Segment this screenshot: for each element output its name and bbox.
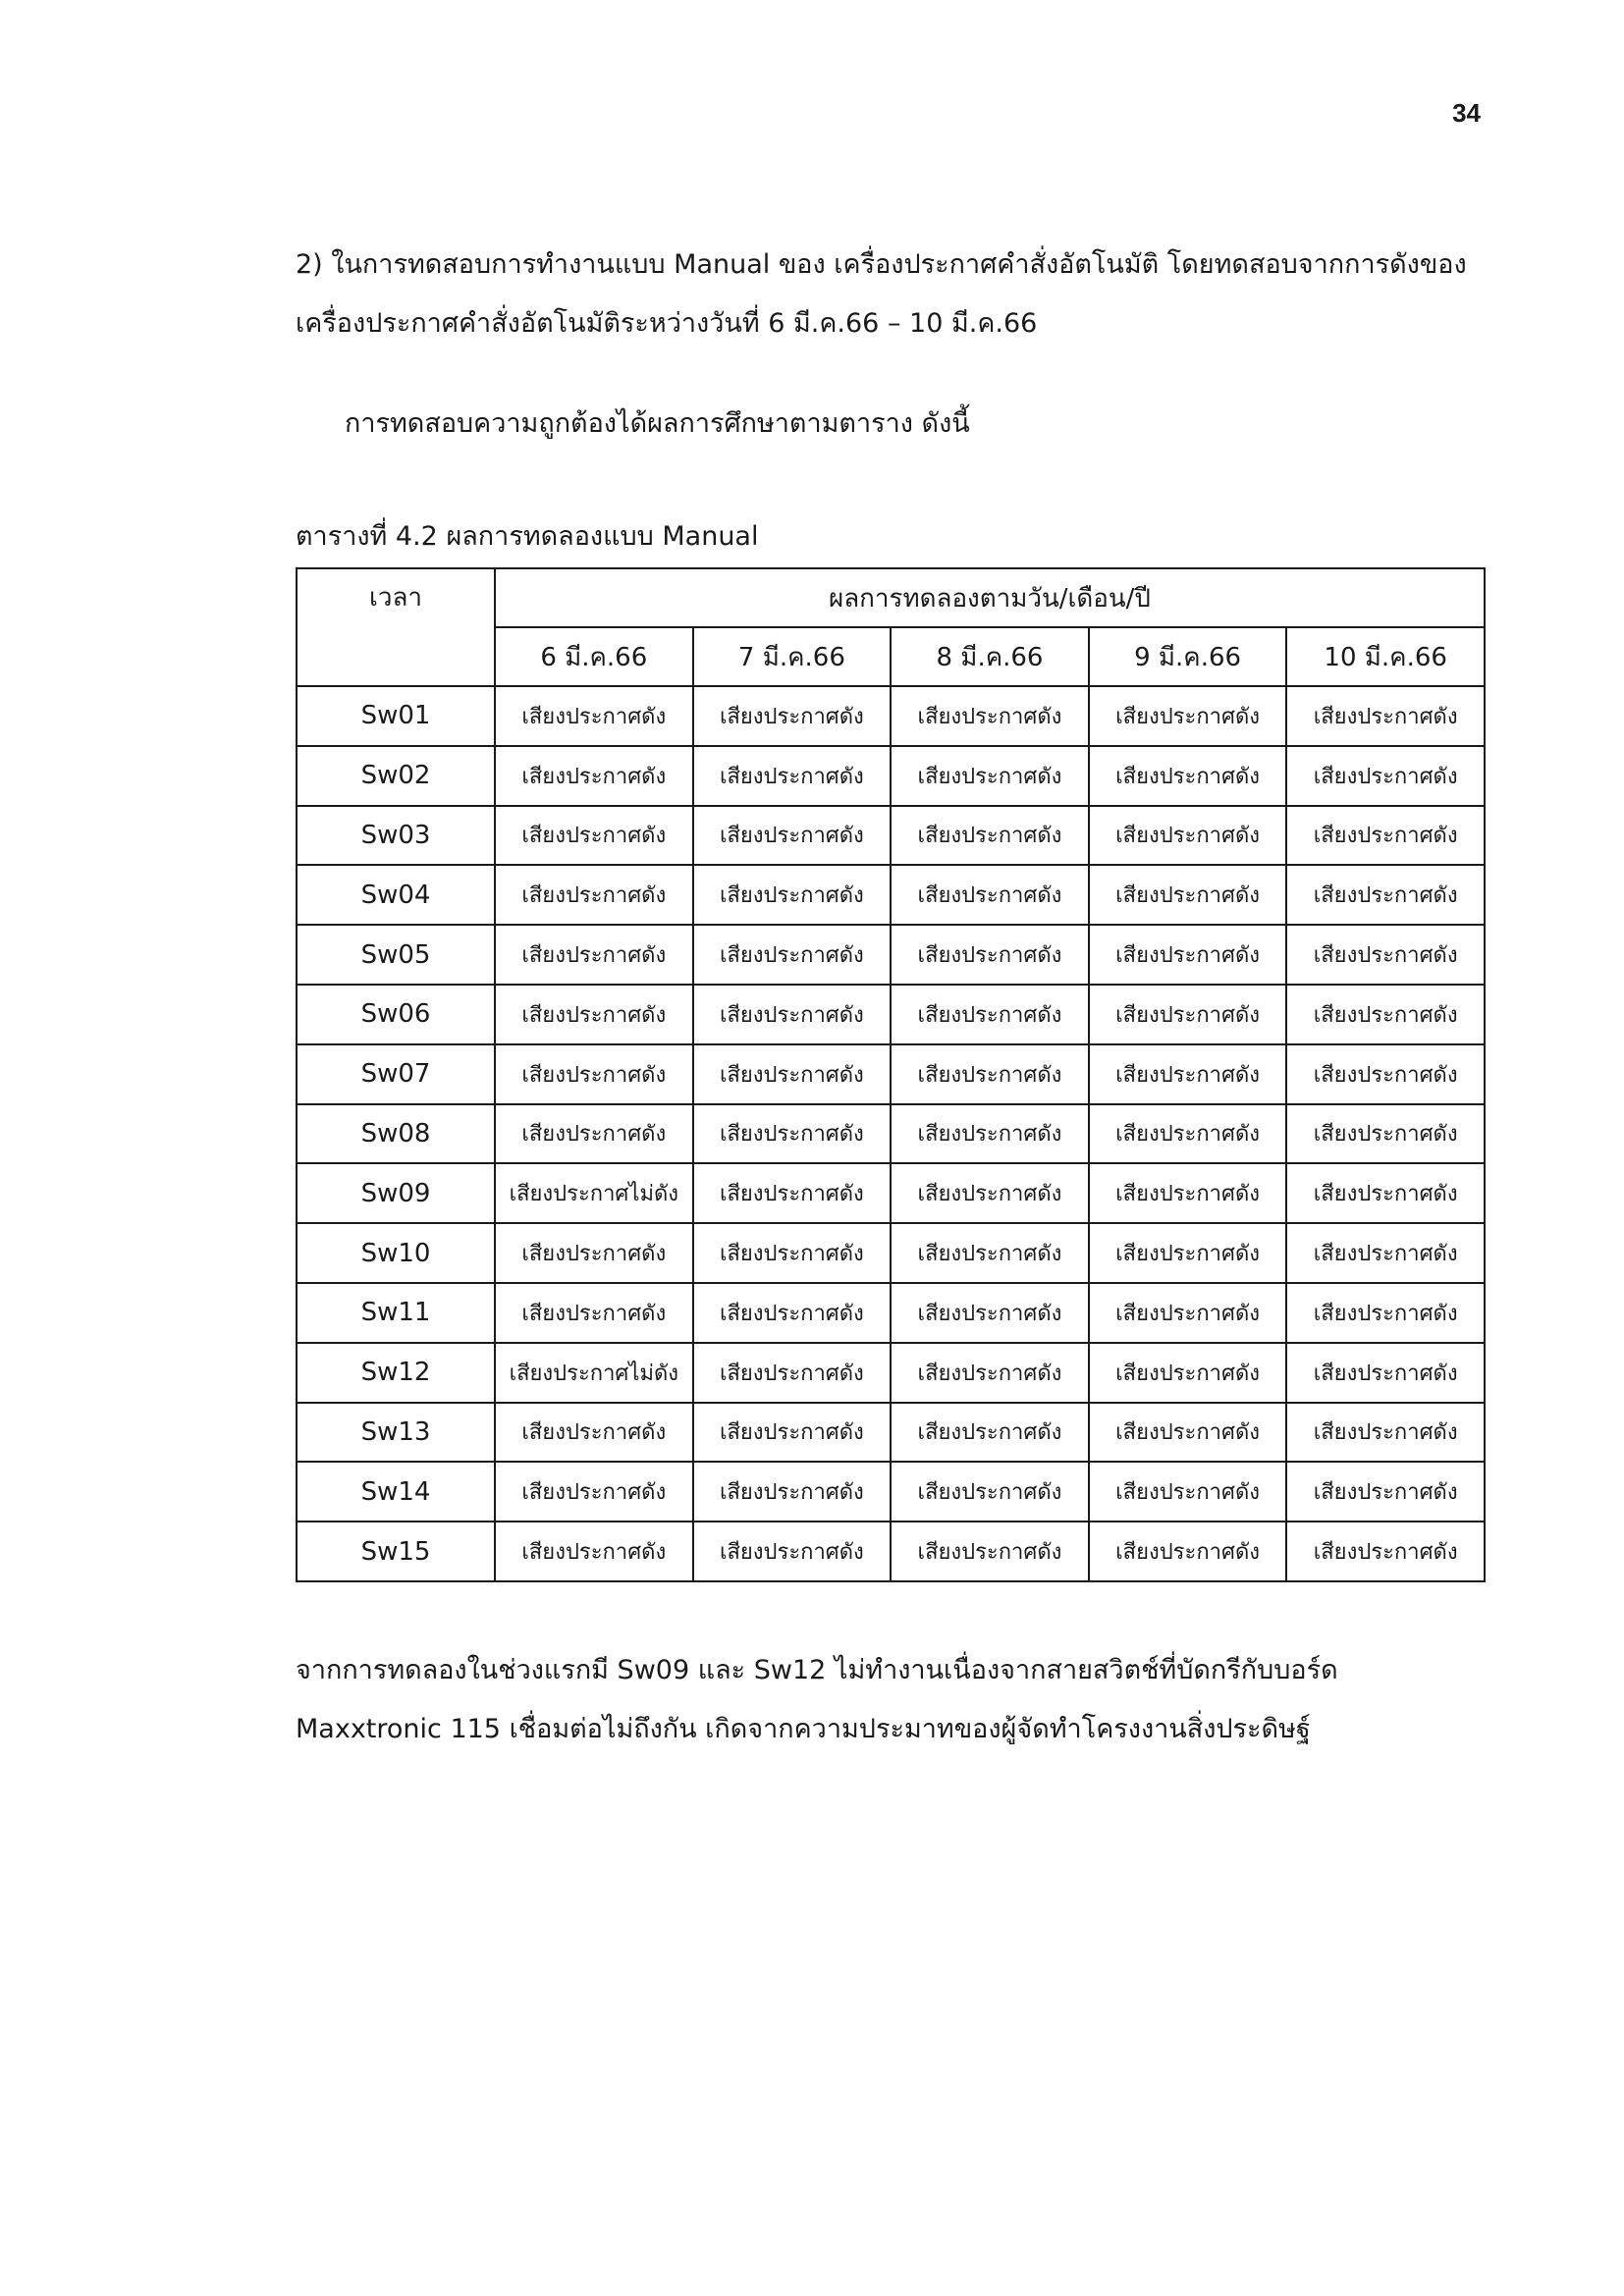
result-cell: เสียงประกาศดัง	[693, 1403, 892, 1463]
table-row	[297, 1104, 1485, 1164]
result-cell: เสียงประกาศดัง	[495, 746, 693, 806]
table-row	[297, 1522, 1485, 1581]
result-cell: เสียงประกาศดัง	[1089, 746, 1287, 806]
switch-cell: Sw02	[297, 746, 495, 806]
switch-cell: Sw15	[297, 1522, 495, 1581]
result-cell: เสียงประกาศดัง	[891, 1283, 1089, 1343]
table-row	[297, 1403, 1485, 1463]
result-cell: เสียงประกาศดัง	[1089, 1044, 1287, 1104]
results-group-header: ผลการทดลองตามวัน/เดือน/ปี	[495, 568, 1485, 627]
date-header: 10 มี.ค.66	[1286, 627, 1485, 686]
result-cell: เสียงประกาศดัง	[693, 1163, 892, 1223]
result-cell: เสียงประกาศดัง	[495, 1462, 693, 1522]
result-cell: เสียงประกาศดัง	[1089, 806, 1287, 866]
table-row	[297, 1462, 1485, 1522]
result-cell: เสียงประกาศดัง	[1286, 1522, 1485, 1581]
switch-cell: Sw03	[297, 806, 495, 866]
result-cell: เสียงประกาศดัง	[693, 865, 892, 925]
result-cell: เสียงประกาศดัง	[693, 686, 892, 746]
date-header: 7 มี.ค.66	[693, 627, 892, 686]
date-header: 9 มี.ค.66	[1089, 627, 1287, 686]
result-cell: เสียงประกาศดัง	[1089, 1462, 1287, 1522]
result-cell: เสียงประกาศดัง	[891, 1343, 1089, 1403]
result-cell: เสียงประกาศดัง	[495, 1044, 693, 1104]
result-cell: เสียงประกาศดัง	[891, 746, 1089, 806]
result-cell: เสียงประกาศดัง	[1286, 686, 1485, 746]
result-cell: เสียงประกาศดัง	[693, 1044, 892, 1104]
table-header	[297, 568, 1485, 686]
result-cell: เสียงประกาศดัง	[495, 1223, 693, 1283]
intro-paragraph: 2) ในการทดสอบการทำงานแบบ Manual ของ เครื่องประกาศคำสั่งอัตโนมัติ โดยทดสอบจากการดังของเครื่องประกาศคำสั่งอัตโนมัติระหว่างวันที่ 6 มี.ค.66 – 10 มี.ค.66	[296, 249, 1467, 339]
table-row	[297, 1343, 1485, 1403]
results-table	[296, 567, 1486, 1582]
result-cell: เสียงประกาศดัง	[891, 865, 1089, 925]
result-cell: เสียงประกาศดัง	[1286, 806, 1485, 866]
result-cell: เสียงประกาศดัง	[495, 806, 693, 866]
header-row-group	[297, 568, 1485, 627]
result-cell: เสียงประกาศดัง	[693, 925, 892, 985]
switch-cell: Sw13	[297, 1403, 495, 1463]
switch-cell: Sw12	[297, 1343, 495, 1403]
table-row	[297, 746, 1485, 806]
table-row	[297, 806, 1485, 866]
result-cell: เสียงประกาศดัง	[693, 746, 892, 806]
result-cell: เสียงประกาศดัง	[891, 1403, 1089, 1463]
result-cell: เสียงประกาศดัง	[1089, 1223, 1287, 1283]
switch-cell: Sw10	[297, 1223, 495, 1283]
result-cell: เสียงประกาศดัง	[1089, 865, 1287, 925]
result-cell: เสียงประกาศดัง	[495, 925, 693, 985]
result-cell: เสียงประกาศดัง	[495, 985, 693, 1044]
result-cell: เสียงประกาศดัง	[693, 1104, 892, 1164]
table-row	[297, 686, 1485, 746]
result-cell: เสียงประกาศดัง	[1286, 1343, 1485, 1403]
switch-cell: Sw14	[297, 1462, 495, 1522]
result-cell: เสียงประกาศดัง	[891, 1163, 1089, 1223]
result-cell: เสียงประกาศดัง	[891, 1104, 1089, 1164]
result-cell: เสียงประกาศดัง	[693, 806, 892, 866]
result-cell: เสียงประกาศดัง	[495, 686, 693, 746]
result-cell: เสียงประกาศดัง	[1089, 1283, 1287, 1343]
result-cell: เสียงประกาศดัง	[891, 1223, 1089, 1283]
result-cell: เสียงประกาศดัง	[495, 1104, 693, 1164]
result-cell: เสียงประกาศดัง	[693, 1462, 892, 1522]
result-cell: เสียงประกาศดัง	[891, 1462, 1089, 1522]
result-cell: เสียงประกาศดัง	[693, 1223, 892, 1283]
result-cell: เสียงประกาศดัง	[1286, 1163, 1485, 1223]
result-cell: เสียงประกาศดัง	[495, 1522, 693, 1581]
result-cell: เสียงประกาศดัง	[1286, 1283, 1485, 1343]
result-cell: เสียงประกาศดัง	[1286, 1403, 1485, 1463]
result-cell: เสียงประกาศดัง	[1089, 1163, 1287, 1223]
table-row	[297, 1044, 1485, 1104]
table-body	[297, 686, 1485, 1581]
date-header: 8 มี.ค.66	[891, 627, 1089, 686]
result-cell: เสียงประกาศดัง	[1286, 746, 1485, 806]
result-cell: เสียงประกาศดัง	[1286, 1462, 1485, 1522]
table-row	[297, 985, 1485, 1044]
result-cell: เสียงประกาศไม่ดัง	[495, 1163, 693, 1223]
result-cell: เสียงประกาศดัง	[693, 1283, 892, 1343]
table-row	[297, 1283, 1485, 1343]
result-cell: เสียงประกาศดัง	[891, 806, 1089, 866]
result-cell: เสียงประกาศดัง	[891, 925, 1089, 985]
switch-cell: Sw08	[297, 1104, 495, 1164]
result-cell: เสียงประกาศดัง	[1286, 925, 1485, 985]
result-cell: เสียงประกาศดัง	[1089, 925, 1287, 985]
result-cell: เสียงประกาศดัง	[1089, 686, 1287, 746]
result-cell: เสียงประกาศดัง	[891, 686, 1089, 746]
switch-cell: Sw09	[297, 1163, 495, 1223]
result-cell: เสียงประกาศดัง	[693, 1522, 892, 1581]
switch-cell: Sw01	[297, 686, 495, 746]
page-number: 34	[1452, 98, 1481, 128]
result-cell: เสียงประกาศดัง	[1089, 1104, 1287, 1164]
lead-in-paragraph: การทดสอบความถูกต้องได้ผลการศึกษาตามตาราง ดังนี้	[345, 408, 970, 439]
result-cell: เสียงประกาศดัง	[891, 1522, 1089, 1581]
result-cell: เสียงประกาศดัง	[495, 1283, 693, 1343]
result-cell: เสียงประกาศดัง	[1286, 1044, 1485, 1104]
time-header: เวลา	[297, 568, 495, 686]
table-caption: ตารางที่ 4.2 ผลการทดลองแบบ Manual	[296, 521, 759, 552]
table-row	[297, 1223, 1485, 1283]
table-row	[297, 865, 1485, 925]
result-cell: เสียงประกาศดัง	[1089, 1343, 1287, 1403]
switch-cell: Sw07	[297, 1044, 495, 1104]
result-cell: เสียงประกาศดัง	[1286, 865, 1485, 925]
result-cell: เสียงประกาศดัง	[495, 865, 693, 925]
result-cell: เสียงประกาศดัง	[1286, 1223, 1485, 1283]
table-row	[297, 1163, 1485, 1223]
date-header: 6 มี.ค.66	[495, 627, 693, 686]
switch-cell: Sw11	[297, 1283, 495, 1343]
result-cell: เสียงประกาศดัง	[1089, 1522, 1287, 1581]
result-cell: เสียงประกาศดัง	[891, 1044, 1089, 1104]
result-cell: เสียงประกาศดัง	[1286, 985, 1485, 1044]
result-cell: เสียงประกาศดัง	[891, 985, 1089, 1044]
result-cell: เสียงประกาศดัง	[1089, 985, 1287, 1044]
result-cell: เสียงประกาศดัง	[693, 1343, 892, 1403]
switch-cell: Sw04	[297, 865, 495, 925]
result-cell: เสียงประกาศดัง	[1286, 1104, 1485, 1164]
table-row	[297, 925, 1485, 985]
switch-cell: Sw05	[297, 925, 495, 985]
switch-cell: Sw06	[297, 985, 495, 1044]
result-cell: เสียงประกาศดัง	[495, 1403, 693, 1463]
result-cell: เสียงประกาศดัง	[1089, 1403, 1287, 1463]
result-cell: เสียงประกาศดัง	[693, 985, 892, 1044]
conclusion-paragraph: จากการทดลองในช่วงแรกมี Sw09 และ Sw12 ไม่ทำงานเนื่องจากสายสวิตช์ที่บัดกรีกับบอร์ด Maxxtronic 115 เชื่อมต่อไม่ถึงกัน เกิดจากความประมาทของผู้จัดทำโครงงานสิ่งประดิษฐ์	[296, 1655, 1338, 1744]
result-cell: เสียงประกาศไม่ดัง	[495, 1343, 693, 1403]
